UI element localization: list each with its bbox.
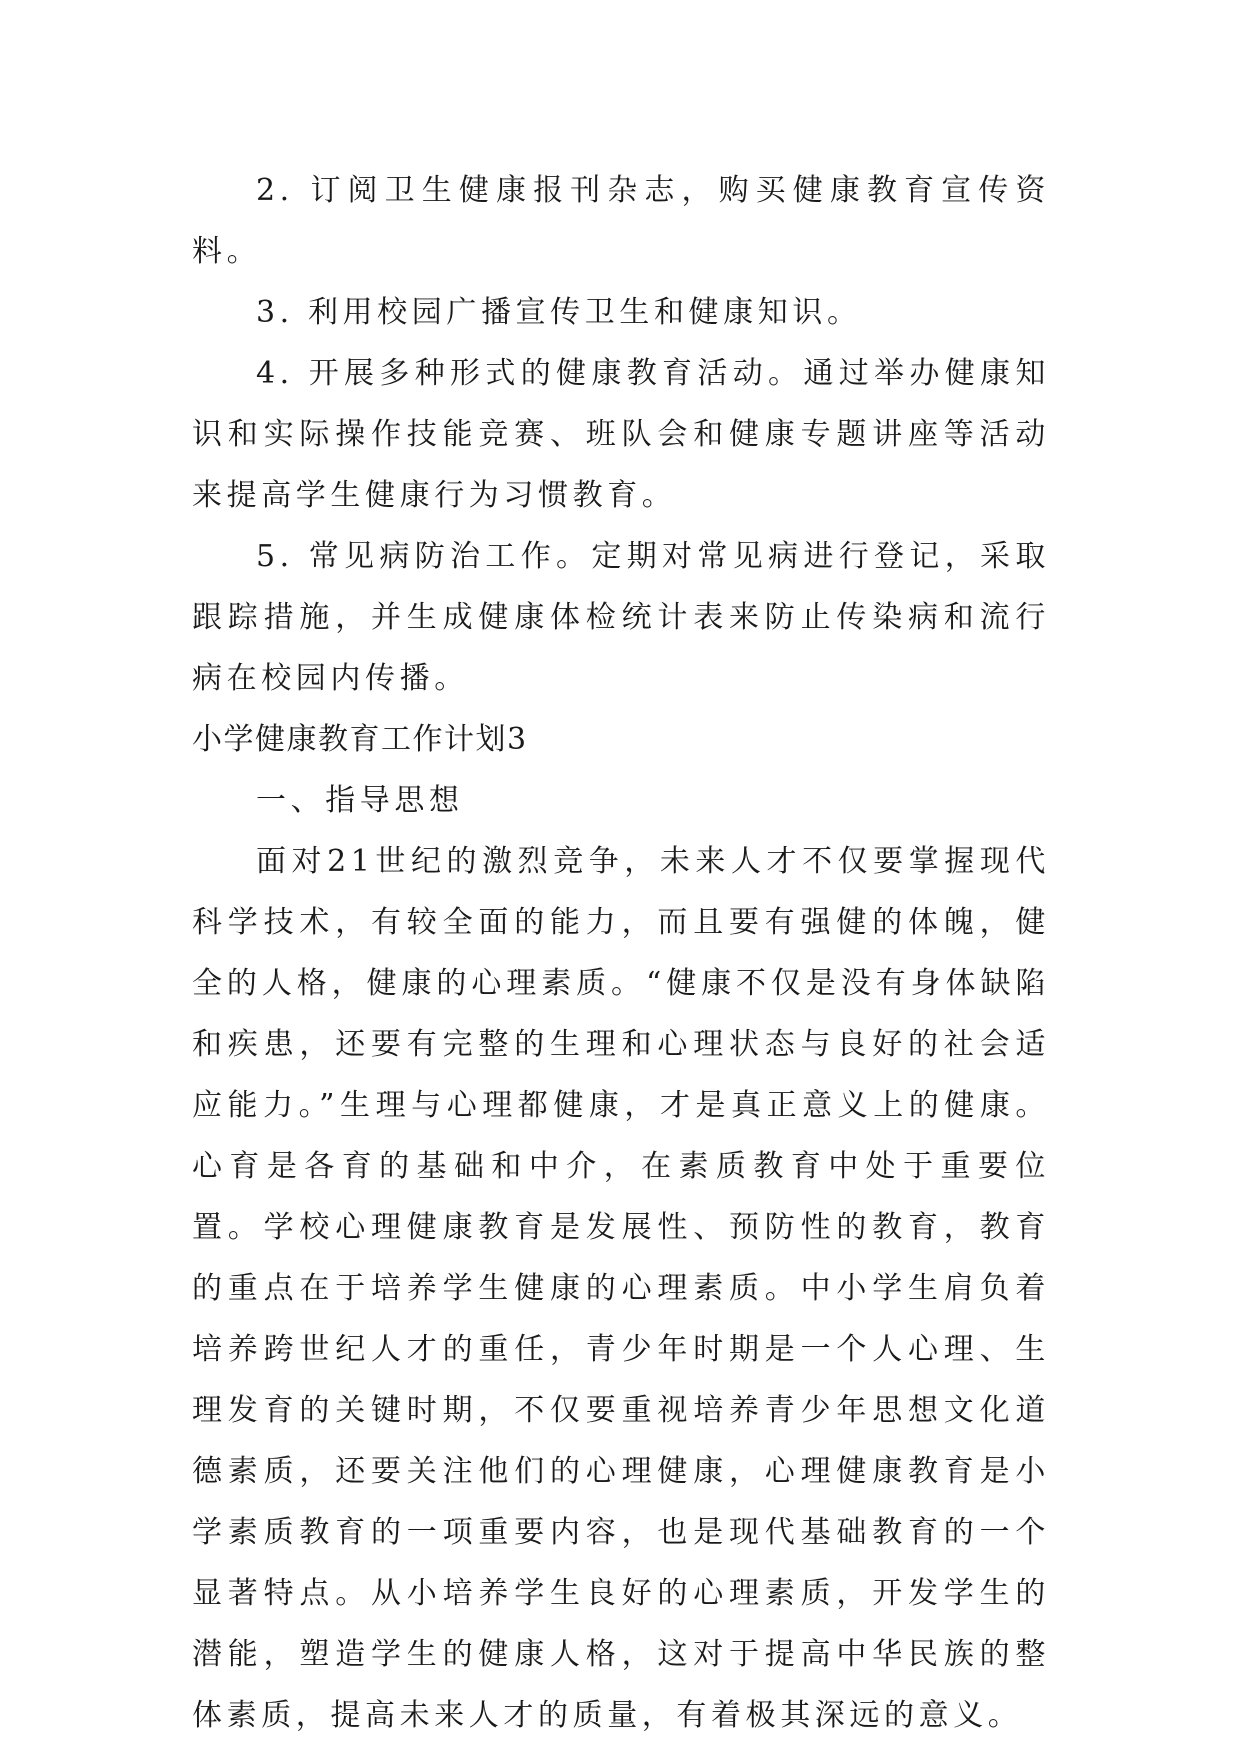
document-page — [192, 160, 1050, 1746]
list-item-subscribe: 2. 订阅卫生健康报刊杂志，购买健康教育宣传资料。 — [192, 173, 1050, 269]
section-title: 小学健康教育工作计划3 — [192, 722, 528, 757]
list-item-broadcast: 3. 利用校园广播宣传卫生和健康知识。 — [256, 295, 862, 330]
body-paragraph: 面对21世纪的激烈竞争，未来人才不仅要掌握现代科学技术，有较全面的能力，而且要有强健的体魄，健全的人格，健康的心理素质。“健康不仅是没有身体缺陷和疾患，还要有完整的生理和心理状态与良好的社会适应能力。”生理与心理都健康，才是真正意义上的健康。心育是各育的基础和中介，在素质教育中处于重要位置。学校心理健康教育是发展性、预防性的教育，教育的重点在于培养学生健康的心理素质。中小学生肩负着培养跨世纪人才的重任，青少年时期是一个人心理、生理发育的关键时期，不仅要重视培养青少年思想文化道德素质，还要关注他们的心理健康，心理健康教育是小学素质教育的一项重要内容，也是现代基础教育的一个显著特点。从小培养学生良好的心理素质，开发学生的潜能，塑造学生的健康人格，这对于提高中华民族的整体素质，提高未来人才的质量，有着极其深远的意义。 — [192, 844, 1050, 1733]
section-heading: 一、指导思想 — [256, 783, 464, 818]
list-item-disease-prevention: 5. 常见病防治工作。定期对常见病进行登记，采取跟踪措施，并生成健康体检统计表来防止传染病和流行病在校园内传播。 — [192, 539, 1050, 696]
list-item-activities: 4. 开展多种形式的健康教育活动。通过举办健康知识和实际操作技能竞赛、班队会和健康专题讲座等活动来提高学生健康行为习惯教育。 — [192, 356, 1050, 513]
